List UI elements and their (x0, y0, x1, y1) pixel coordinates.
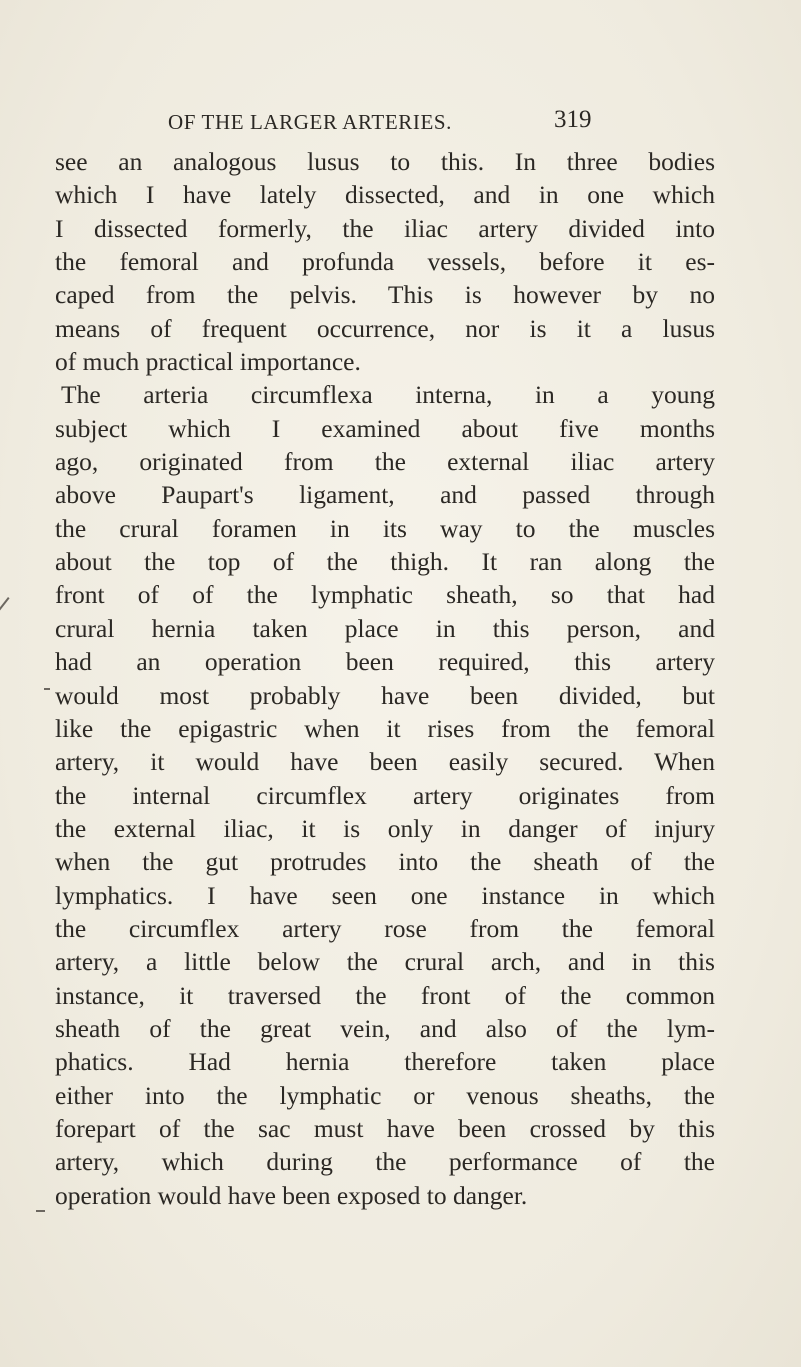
text-line: the circumflex artery rose from the femoral (55, 913, 715, 943)
text-line: sheath of the great vein, and also of the lym- (55, 1013, 715, 1043)
text-line: operation would have been exposed to danger. (55, 1180, 528, 1210)
text-line: the external iliac, it is only in danger of injury (55, 813, 715, 843)
margin-pencil-mark (0, 597, 10, 649)
text-line: lymphatics. I have seen one instance in which (55, 880, 715, 910)
body-text (55, 145, 715, 1212)
text-line: caped from the pelvis. This is however by no (55, 280, 715, 310)
text-line: of much practical importance. (55, 347, 361, 377)
text-line: ago, originated from the external iliac artery (55, 447, 715, 477)
text-line: artery, a little below the crural arch, and in this (55, 947, 715, 977)
text-line: artery, it would have been easily secured. When (55, 747, 715, 777)
text-line: the femoral and profunda vessels, before it es- (55, 247, 715, 277)
text-line: crural hernia taken place in this person, and (55, 613, 715, 643)
text-line: like the epigastric when it rises from the femoral (55, 713, 715, 743)
text-line: about the top of the thigh. It ran along the (55, 547, 715, 577)
text-line: The arteria circumflexa interna, in a young (61, 380, 715, 410)
text-line: forepart of the sac must have been crossed by this (55, 1113, 715, 1143)
text-line: either into the lymphatic or venous sheaths, the (55, 1080, 715, 1110)
text-line: subject which I examined about five months (55, 413, 715, 443)
text-line: artery, which during the performance of the (55, 1147, 715, 1177)
margin-tick-mark (44, 688, 50, 690)
running-head: OF THE LARGER ARTERIES. (168, 110, 453, 134)
text-line: I dissected formerly, the iliac artery divided into (55, 213, 715, 243)
text-line: instance, it traversed the front of the common (55, 980, 715, 1010)
page-header (168, 104, 608, 144)
text-line: see an analogous lusus to this. In three bodies (55, 147, 715, 176)
text-line: the internal circumflex artery originates from (55, 780, 715, 810)
text-line: above Paupart's ligament, and passed through (55, 480, 715, 510)
margin-dash-mark (36, 1210, 45, 1212)
text-line: when the gut protrudes into the sheath of the (55, 847, 715, 877)
text-line: the crural foramen in its way to the muscles (55, 513, 715, 543)
text-line: would most probably have been divided, but (55, 680, 715, 710)
text-line: which I have lately dissected, and in one which (55, 180, 715, 210)
text-line: front of of the lymphatic sheath, so that had (55, 580, 715, 610)
text-line: means of frequent occurrence, nor is it a lusus (55, 313, 715, 343)
text-line: had an operation been required, this artery (55, 647, 715, 677)
page-number: 319 (554, 106, 592, 133)
text-line: phatics. Had hernia therefore taken place (55, 1047, 715, 1077)
